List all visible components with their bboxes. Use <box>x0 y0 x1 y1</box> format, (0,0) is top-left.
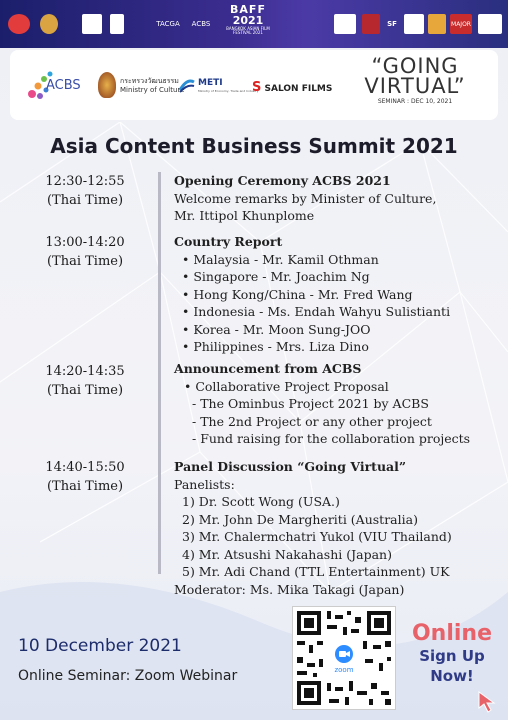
session-4 <box>174 458 452 598</box>
time-range: 13:00-14:20 <box>45 235 125 250</box>
session-heading: Opening Ceremony ACBS 2021 <box>174 173 391 188</box>
session-4-time <box>10 458 160 496</box>
country-item: • Malaysia - Mr. Kamil Othman <box>182 251 379 267</box>
session-2-time <box>10 233 160 271</box>
going-virtual-logo <box>340 56 490 105</box>
zoom-label: zoom <box>334 666 354 674</box>
time-range: 14:20-14:35 <box>45 364 125 379</box>
salon-films-text: SALON FILMS <box>264 84 333 94</box>
going-text: “GOING <box>371 54 459 78</box>
baff-logo <box>224 4 272 35</box>
proposal-item: - Fund raising for the collaboration projects <box>192 431 471 446</box>
seminar-date-text: SEMINAR : DEC 10, 2021 <box>377 98 453 105</box>
logo-icon <box>130 14 146 34</box>
session-heading: Announcement from ACBS <box>174 361 362 376</box>
major-logo: MAJOR <box>450 14 472 34</box>
session-heading: Country Report <box>174 234 283 249</box>
time-zone: (Thai Time) <box>46 383 124 398</box>
sponsor-logo-card <box>10 50 498 120</box>
panelist-item: 5) Mr. Adi Chand (TTL Entertainment) UK <box>182 564 450 579</box>
acbs-logo-text: ACBS <box>46 78 81 93</box>
salon-s-icon: S <box>252 80 262 95</box>
registration-qr-code[interactable] <box>292 606 396 710</box>
meti-text: METI <box>198 78 223 88</box>
panelist-item: 4) Mr. Atsushi Nakahashi (Japan) <box>182 546 392 562</box>
session-3-time <box>10 362 160 400</box>
session-line: Mr. Ittipol Khunplome <box>174 208 315 223</box>
logo-icon <box>362 14 380 34</box>
virtual-text: VIRTUAL” <box>364 74 466 98</box>
tacga-logo: TACGA <box>156 20 180 28</box>
proposal-bullet: • Collaborative Project Proposal <box>184 378 389 394</box>
online-text: Online <box>411 621 493 646</box>
acbs-small-logo: ACBS <box>191 20 211 28</box>
top-banner <box>0 0 508 48</box>
logo-icon <box>8 14 30 34</box>
moc-thai-text: กระทรวงวัฒนธรรม <box>120 77 179 85</box>
logo-icon <box>334 14 356 34</box>
country-item: • Indonesia - Ms. Endah Wahyu Sulistianti <box>182 304 451 319</box>
moc-seal-icon <box>98 72 116 98</box>
session-1 <box>174 172 436 225</box>
time-range: 14:40-15:50 <box>45 460 125 475</box>
panelist-item: 2) Mr. John De Margheriti (Australia) <box>182 511 418 527</box>
session-3 <box>174 360 470 448</box>
time-range: 12:30-12:55 <box>45 174 125 189</box>
time-zone: (Thai Time) <box>46 479 124 494</box>
panelist-item: 1) Dr. Scott Wong (USA.) <box>182 494 340 509</box>
page-title: Asia Content Business Summit 2021 <box>50 134 458 158</box>
baff-year: 2021 <box>232 14 264 27</box>
event-date: 10 December 2021 <box>18 636 182 656</box>
logo-icon <box>404 14 424 34</box>
salon-films-logo <box>252 80 332 95</box>
meti-subtext: Ministry of Economy, Trade and Industry <box>198 89 259 93</box>
seminar-platform: Online Seminar: Zoom Webinar <box>18 668 238 684</box>
country-item: • Korea - Mr. Moon Sung-JOO <box>182 321 371 337</box>
baff-subtitle: BANGKOK ASIAN FILM FESTIVAL 2021 <box>226 26 270 35</box>
proposal-item: - The Ominbus Project 2021 by ACBS <box>192 396 429 411</box>
seal-icon <box>40 14 58 34</box>
logo-icon <box>82 14 102 34</box>
session-line: Welcome remarks by Minister of Culture, <box>174 190 437 206</box>
country-item: • Philippines - Mrs. Liza Dino <box>182 339 369 354</box>
logo-icon <box>110 14 124 34</box>
country-item: • Singapore - Mr. Joachim Ng <box>182 269 370 284</box>
logo-icon <box>478 14 502 34</box>
country-item: • Hong Kong/China - Mr. Fred Wang <box>182 286 413 302</box>
logo-icon <box>428 14 446 34</box>
session-2 <box>174 233 450 356</box>
now-text: Now! <box>430 667 474 685</box>
cursor-pointer-icon <box>476 690 498 714</box>
qr-code-icon <box>293 607 395 709</box>
meti-mark-icon <box>178 76 196 94</box>
meti-logo <box>178 76 259 98</box>
moderator-line: Moderator: Ms. Mika Takagi (Japan) <box>174 581 405 597</box>
session-1-time <box>10 172 160 210</box>
baff-title: BAFF <box>230 3 266 16</box>
panelists-label: Panelists: <box>174 476 235 492</box>
session-heading: Panel Discussion “Going Virtual” <box>174 459 407 474</box>
sign-up-text: Sign Up <box>419 647 485 665</box>
moc-english-text: Ministry of Culture <box>120 86 185 94</box>
panelist-item: 3) Mr. Chalermchatri Yukol (VIU Thailand) <box>182 529 452 544</box>
time-zone: (Thai Time) <box>46 193 124 208</box>
sf-logo: SF <box>387 20 397 28</box>
sign-up-cta[interactable] <box>404 622 500 686</box>
ministry-of-culture-logo <box>98 72 185 98</box>
proposal-item: - The 2nd Project or any other project <box>192 413 432 429</box>
time-zone: (Thai Time) <box>46 254 124 269</box>
